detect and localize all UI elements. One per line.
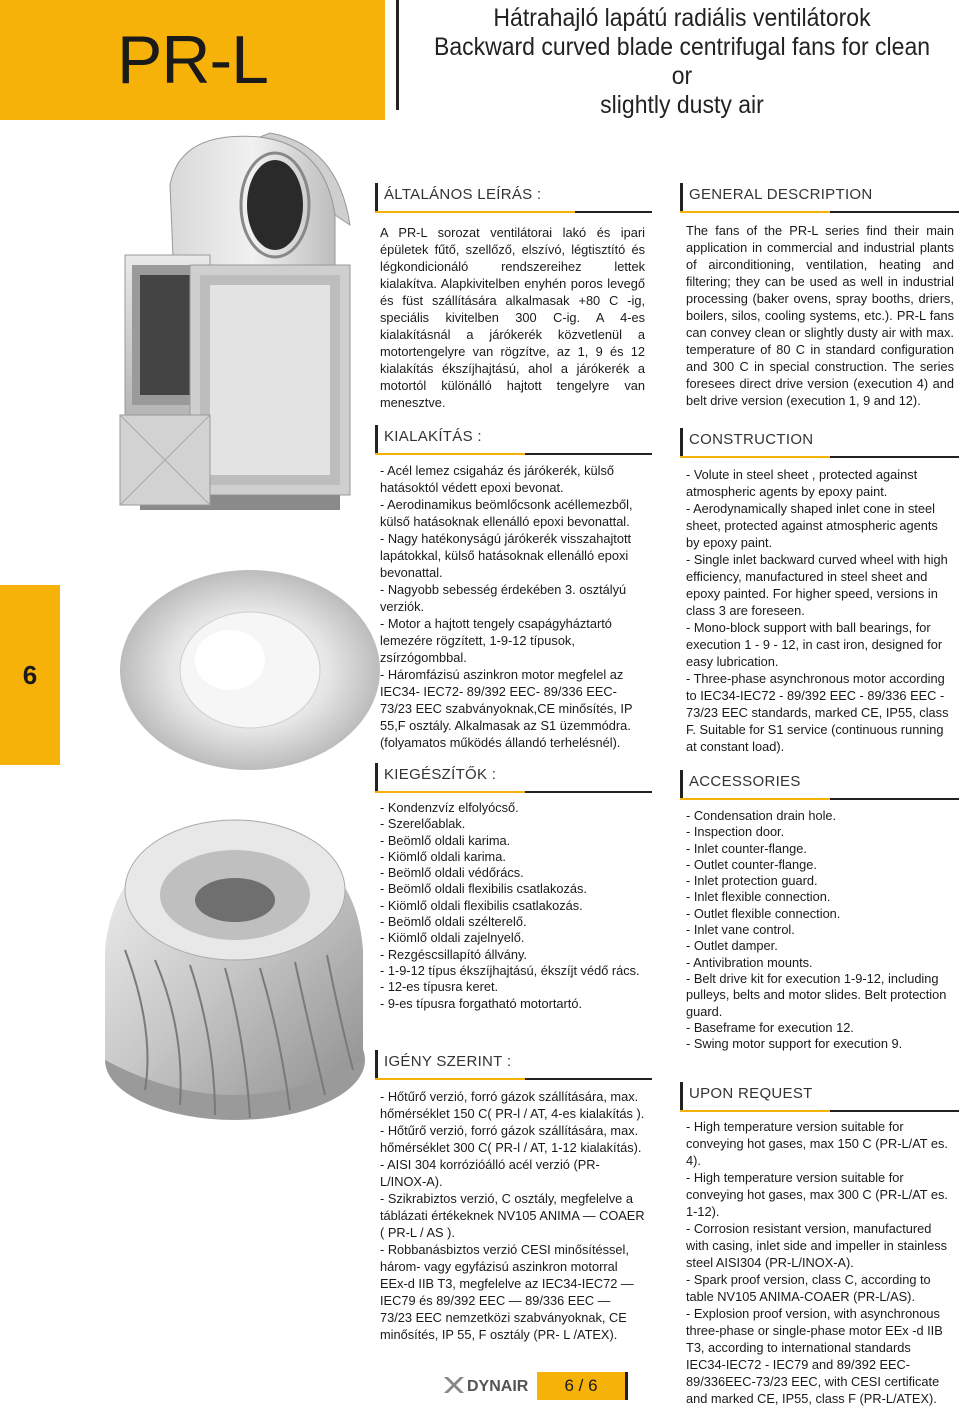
list-item: - Outlet flexible connection. xyxy=(686,905,841,921)
hu-general-heading xyxy=(375,183,652,213)
hu-general-text: A PR-L sorozat ventilátorai lakó és ipari épületek fűtő, szellőző, elszívó, légtisztító és légkondicionáló rendszereihez lettek kialakítva. Alapkivitelben enyhén poros levegő és füst szállítására alkalmasak +80 C -ig, speciális kivitelben 300 C-ig. A 4-es kialakításnál a járókerék közvetlenül a motortengelyre van rögzítve, az 1, 9 és 12 kialakítás ékszíjhajtású, ahol a járókerék a motortól különálló hajtott tengelyre van menesztve. xyxy=(380,225,645,410)
list-item: - Nagy hatékonyságú járókerék visszahajtott lapátokkal, külső hatásoknak ellenálló epoxi bevonattal. xyxy=(380,531,632,580)
en-construction-list xyxy=(686,466,954,755)
list-item: - 9-es típusra forgatható motortartó. xyxy=(380,995,583,1011)
list-item: - Beömlő oldali karima. xyxy=(380,832,511,848)
list-item: - Volute in steel sheet , protected against atmospheric agents by epoxy paint. xyxy=(686,467,918,499)
list-item: - Motor a hajtott tengely csapágyháztartó lemezére rögzített, 1-9-12 típusok, zsírzógombbal. xyxy=(380,616,612,665)
hu-request-list xyxy=(380,1088,645,1343)
list-item: - Inlet flexible connection. xyxy=(686,889,831,905)
list-item: - Beömlő oldali flexibilis csatlakozás. xyxy=(380,881,587,897)
list-item: - AISI 304 korrózióálló acél verzió (PR-L/INOX-A). xyxy=(380,1157,600,1189)
brand-logo xyxy=(442,1372,542,1398)
list-item: - Inlet vane control. xyxy=(686,922,795,938)
chapter-number: 6 xyxy=(22,659,38,690)
list-item: - Explosion proof version, with asynchronous three-phase or single-phase motor EEx -d IIB T3, according to international standards IEC34-IEC72 - IEC79 and 89/392 EEC-89/336EEC-73/23 EEC, with CESI certificate and marked CE, IP55, class F (PR-L/ATEX). xyxy=(686,1306,943,1406)
brand-name: DYNAIR xyxy=(467,1378,529,1395)
list-item: - Rezgéscsillapító állvány. xyxy=(380,946,527,962)
list-item: - Outlet damper. xyxy=(686,938,778,954)
product-code: PR-L xyxy=(117,22,268,98)
en-accessories-heading xyxy=(680,770,959,800)
list-item: - Acél lemez csigaház és járókerék, külső hatásoktól védett epoxi bevonat. xyxy=(380,463,614,495)
fan-housing-photo xyxy=(110,125,370,520)
list-item: - Kiömlő oldali karima. xyxy=(380,848,506,864)
list-item: - 12-es típusra keret. xyxy=(380,979,499,995)
list-item: - Corrosion resistant version, manufactured with casing, inlet side and impeller in stainless steel AISI304 (PR-L/INOX-A). xyxy=(686,1221,948,1270)
en-request-heading-text: UPON REQUEST xyxy=(689,1085,813,1102)
list-item: - Háromfázisú aszinkron motor megfelel az IEC34- IEC72- 89/392 EEC- 89/336 EEC- 73/23 EEC szabványoknak,CE minősítés, IP 55,F osztály. Alkalmasak az S1 üzemmódra. (folyamatos működés állandó terhelésnél). xyxy=(380,667,633,750)
page-title xyxy=(434,4,931,120)
title-hu: Hátrahajló lapátú radiális ventilátorok xyxy=(493,4,871,32)
list-item: - Szikrabiztos verzió, C osztály, megfelelve a táblázati értékeknek NV105 ANIMA — COAER ( PR-L / AS ). xyxy=(380,1191,645,1240)
list-item: - Robbanásbiztos verzió CESI minősítéssel, három- vagy egyfázisú aszinkron motorral EEx-d IIB T3, megfelelve az IEC34-IEC72 — IEC79 és 89/392 EEC — 89/336 EEC — 73/23 EEC nemzetközi szabványoknak, CE minősítés, IP 55, F osztály (PR- L /ATEX). xyxy=(380,1242,634,1342)
header-divider xyxy=(396,0,399,110)
hu-construction-list xyxy=(380,462,645,751)
en-general-heading xyxy=(680,183,959,213)
title-en-line1: Backward curved blade centrifugal fans for clean or xyxy=(433,33,931,90)
list-item: - Hőtűrő verzió, forró gázok szállítására, max. hőmérséklet 150 C( PR-l / AT, 4-es kialakítás ). xyxy=(380,1089,645,1121)
list-item: - Kondenzvíz elfolyócső. xyxy=(380,800,519,815)
hu-request-heading xyxy=(375,1050,652,1080)
hu-construction-heading xyxy=(375,425,652,455)
list-item: - Mono-block support with ball bearings, for execution 1 - 9 - 12, in cast iron, designed for easy lubrication. xyxy=(686,620,943,669)
inlet-cone-photo xyxy=(100,560,380,780)
en-accessories-heading-text: ACCESSORIES xyxy=(689,773,801,790)
hu-general-heading-text: ÁLTALÁNOS LEÍRÁS : xyxy=(384,186,542,203)
list-item: - Szerelőablak. xyxy=(380,816,466,832)
list-item: - Hőtűrő verzió, forró gázok szállítására, max. hőmérséklet 300 C( PR-l / AT, 1-12 kialakítás). xyxy=(380,1123,642,1155)
en-request-heading xyxy=(680,1082,959,1112)
en-construction-heading xyxy=(680,428,959,458)
list-item: - High temperature version suitable for conveying hot gases, max 300 C (PR-L/AT es. 1-12). xyxy=(686,1170,948,1219)
list-item: - Kiömlő oldali flexibilis csatlakozás. xyxy=(380,897,583,913)
list-item: - Belt drive kit for execution 1-9-12, including pulleys, belts and motor slides. Belt protection guard. xyxy=(686,970,947,1019)
hu-construction-heading-text: KIALAKÍTÁS : xyxy=(384,428,482,445)
list-item: - Aerodynamically shaped inlet cone in steel sheet, protected against atmospheric agents by epoxy paint. xyxy=(686,501,938,550)
list-item: - Baseframe for execution 12. xyxy=(686,1019,854,1035)
list-item: - Inspection door. xyxy=(686,824,785,840)
list-item: - Three-phase asynchronous motor according to IEC34-IEC72 - 89/392 EEC - 89/336 EEC - 73/23 EEC standards, marked CE, IP55, class F. Suitable for S1 service (continuous running at constant load). xyxy=(686,671,949,754)
list-item: - Antivibration mounts. xyxy=(686,954,813,970)
list-item: - Inlet protection guard. xyxy=(686,873,818,889)
en-general-text: The fans of the PR-L series find their main application in commercial and industrial plants of airconditioning, ventilation, heating and filtering; they can be used as well in industrial processing (baker ovens, spray booths, driers, boilers, silos, cooling systems, etc.). PR-L fans can convey clean or slightly dusty air with max. temperature of 80 C in standard configuration and 300 C in special construction. The series foresees direct drive version (execution 4) and belt drive version (execution 1, 9 and 12). xyxy=(686,223,954,408)
hu-accessories-list xyxy=(380,800,645,1012)
list-item: - Inlet counter-flange. xyxy=(686,840,807,856)
list-item: - Aerodinamikus beömlőcsonk acéllemezből, külső hatásoknak ellenálló epoxi bevonattal. xyxy=(380,497,633,529)
page-number: 6 / 6 xyxy=(537,1372,625,1400)
list-item: - Outlet counter-flange. xyxy=(686,856,817,872)
list-item: - Kiömlő oldali zajelnyelő. xyxy=(380,930,525,946)
en-request-list xyxy=(686,1118,954,1407)
hu-request-heading-text: IGÉNY SZERINT : xyxy=(384,1053,512,1070)
list-item: - Beömlő oldali védőrács. xyxy=(380,865,524,881)
hu-accessories-heading-text: KIEGÉSZÍTŐK : xyxy=(384,766,497,783)
list-item: - Swing motor support for execution 9. xyxy=(686,1036,903,1052)
footer-divider xyxy=(625,1372,628,1400)
en-accessories-list xyxy=(686,808,954,1052)
list-item: - Spark proof version, class C, according to table NV105 ANIMA-COAER (PR-L/AS). xyxy=(686,1272,931,1304)
hu-accessories-heading xyxy=(375,763,652,793)
brand-mark-icon xyxy=(442,1372,542,1398)
list-item: - Nagyobb sebesség érdekében 3. osztályú verziók. xyxy=(380,582,627,614)
list-item: - Single inlet backward curved wheel with high efficiency, manufactured in steel sheet and epoxy painted. For higher speed, versions in class 3 are foreseen. xyxy=(686,552,948,618)
en-construction-heading-text: CONSTRUCTION xyxy=(689,431,814,448)
list-item: - Beömlő oldali szélterelő. xyxy=(380,914,527,930)
list-item: - High temperature version suitable for conveying hot gases, max 150 C (PR-L/AT es. 4). xyxy=(686,1119,948,1168)
en-general-heading-text: GENERAL DESCRIPTION xyxy=(689,186,873,203)
list-item: - Condensation drain hole. xyxy=(686,808,837,823)
title-en-line2: slightly dusty air xyxy=(600,91,764,119)
list-item: - 1-9-12 típus ékszíjhajtású, ékszíjt védő rács. xyxy=(380,962,640,978)
impeller-photo xyxy=(95,800,370,1130)
